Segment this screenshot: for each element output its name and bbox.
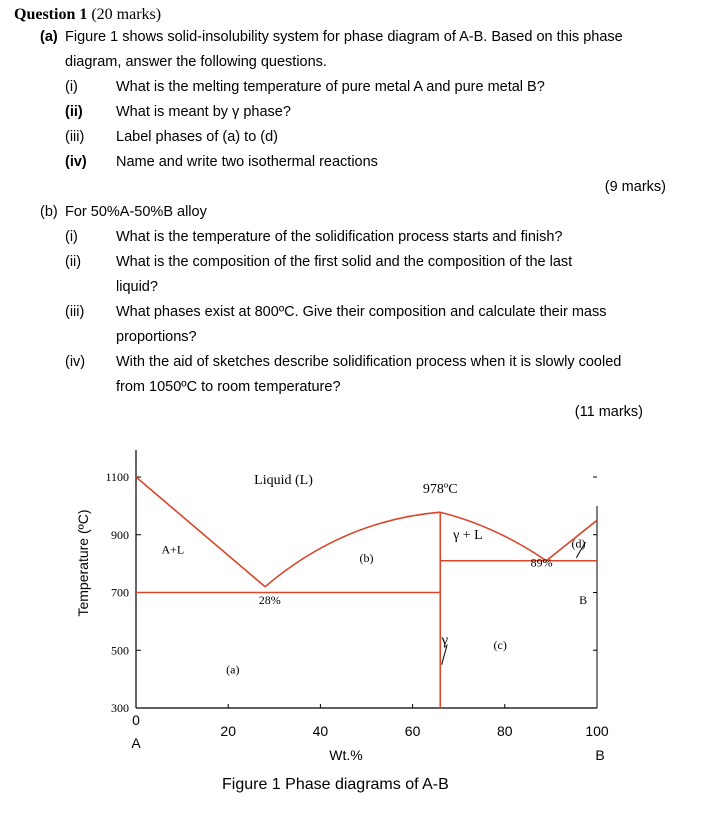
phase-label: γ + L: [453, 528, 483, 544]
part-b-item-text-cont: liquid?: [116, 279, 158, 295]
y-tick-label: 500: [111, 643, 129, 658]
question-number: Question 1: [14, 6, 88, 23]
part-a-item-num: (iii): [65, 129, 85, 145]
part-b-item-text: What phases exist at 800ºC. Give their composition and calculate their mass: [116, 304, 607, 320]
part-a-item-text: Label phases of (a) to (d): [116, 129, 279, 145]
phase-label: 978ºC: [422, 481, 458, 497]
y-tick-label: 900: [111, 527, 129, 542]
phase-label: (d): [571, 536, 586, 551]
phase-label: 89%: [530, 555, 553, 570]
part-a-label: (a): [40, 29, 58, 45]
phase-label: (a): [226, 662, 240, 677]
question-marks: (20 marks): [87, 6, 162, 23]
part-b-item-text: What is the temperature of the solidification process starts and finish?: [116, 229, 563, 245]
phase-label: B: [579, 593, 588, 608]
phase-line-liquidus-middle: [265, 512, 440, 586]
part-b-item-num: (i): [65, 229, 78, 245]
part-b-intro: For 50%A-50%B alloy: [65, 204, 207, 220]
part-b-item-text-cont: proportions?: [116, 329, 197, 345]
part-b-item-text-cont: from 1050ºC to room temperature?: [116, 379, 341, 395]
x-tick-label: 20: [220, 723, 236, 739]
phase-label: (b): [359, 551, 374, 566]
phase-label: (c): [493, 637, 507, 652]
part-a-marks: (9 marks): [604, 179, 666, 195]
part-a-intro-line2: diagram, answer the following questions.: [65, 54, 327, 70]
x-tick-label: 100: [585, 723, 609, 739]
part-b-label: (b): [40, 204, 58, 220]
part-b-item-num: (ii): [65, 254, 82, 270]
x-tick-label: 0: [132, 712, 140, 728]
x-tick-label: 40: [312, 723, 329, 739]
y-axis-label: Temperature (ºC): [75, 509, 91, 617]
part-b-item-num: (iv): [65, 354, 86, 370]
part-b-item-text: With the aid of sketches describe solidification process when it is slowly cooled: [116, 354, 622, 370]
endpoint-label-a: A: [131, 735, 141, 751]
part-b-item-text: What is the composition of the first solid and the composition of the last: [116, 254, 573, 270]
endpoint-label-b: B: [595, 747, 605, 763]
part-a-item-num: (iv): [65, 154, 87, 170]
part-b-marks: (11 marks): [574, 404, 643, 420]
phase-diagram-chart: [0, 422, 714, 822]
phase-label: A+L: [161, 542, 185, 557]
phase-label: γ: [441, 632, 449, 649]
y-tick-label: 700: [111, 585, 129, 600]
question-title: [14, 6, 161, 24]
y-tick-label: 300: [111, 701, 129, 715]
y-tick-label: 1100: [105, 470, 129, 484]
part-a-item-num: (i): [65, 79, 78, 95]
x-tick-label: 80: [497, 723, 513, 739]
part-b-item-num: (iii): [65, 304, 85, 320]
phase-label: 28%: [258, 593, 281, 608]
part-a-intro-line1: Figure 1 shows solid-insolubility system for phase diagram of A-B. Based on this phase: [65, 29, 623, 45]
part-a-item-text: What is meant by γ phase?: [116, 104, 291, 120]
figure-caption: Figure 1 Phase diagrams of A-B: [222, 776, 449, 793]
x-tick-label: 60: [404, 723, 421, 739]
phase-line-liquidus-left: [136, 477, 265, 587]
part-a-item-num: (ii): [65, 104, 83, 120]
part-a-item-text: Name and write two isothermal reactions: [116, 154, 378, 170]
x-axis-label: Wt.%: [329, 747, 363, 763]
phase-label: Liquid (L): [254, 473, 313, 489]
part-a-item-text: What is the melting temperature of pure metal A and pure metal B?: [116, 79, 545, 95]
